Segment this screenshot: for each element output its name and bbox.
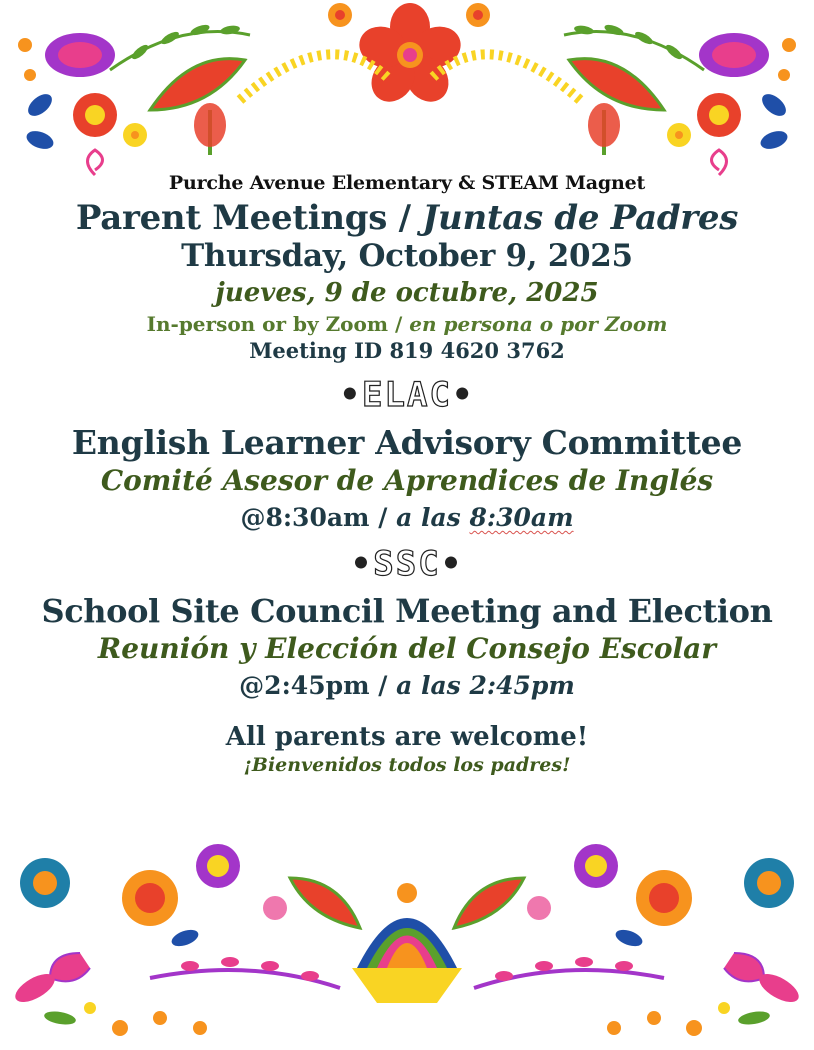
elac-name-spanish: Comité Asesor de Aprendices de Inglés — [100, 464, 714, 497]
elac-time-spanish-value: 8:30am — [469, 503, 574, 532]
page-title — [0, 198, 814, 238]
flyer-content — [0, 172, 814, 776]
welcome-english: All parents are welcome! — [225, 722, 589, 752]
center-flower-icon — [354, 3, 466, 110]
meeting-date-spanish: jueves, 9 de octubre, 2025 — [215, 278, 599, 308]
ssc-label-text: SSC — [373, 544, 441, 584]
elac-label-text: ELAC — [362, 375, 452, 415]
welcome-spanish: ¡Bienvenidos todos los padres! — [243, 754, 571, 776]
elac-section-label: •ELAC• — [339, 375, 475, 415]
ssc-time-english: @2:45pm / — [239, 671, 388, 700]
elac-time — [0, 503, 814, 532]
bottom-floral-border — [0, 838, 814, 1050]
ssc-section-label: •SSC• — [350, 544, 464, 584]
meeting-mode-english: In-person or by Zoom / — [146, 312, 403, 336]
top-floral-border — [0, 0, 814, 200]
title-spanish: Juntas de Padres — [422, 198, 739, 238]
ssc-name-spanish: Reunión y Elección del Consejo Escolar — [97, 632, 717, 665]
meeting-mode-spanish: en persona o por Zoom — [409, 312, 668, 336]
ssc-time — [0, 671, 814, 700]
elac-name-english: English Learner Advisory Committee — [71, 423, 743, 462]
meeting-date-english: Thursday, October 9, 2025 — [181, 238, 633, 274]
fan-flower-icon — [352, 883, 462, 1003]
school-name: Purche Avenue Elementary & STEAM Magnet — [168, 172, 646, 194]
purple-flower-icon — [196, 844, 618, 888]
meeting-mode — [0, 312, 814, 336]
title-english: Parent Meetings / — [75, 198, 411, 238]
elac-time-english: @8:30am / — [240, 503, 388, 532]
elac-time-spanish-prefix: a las — [396, 503, 461, 532]
small-flower-icon — [328, 3, 352, 27]
ssc-time-spanish: a las 2:45pm — [396, 671, 575, 700]
small-flower-icon — [466, 3, 490, 27]
zoom-meeting-id: Meeting ID 819 4620 3762 — [249, 338, 565, 363]
ssc-name-english: School Site Council Meeting and Election — [41, 592, 773, 630]
